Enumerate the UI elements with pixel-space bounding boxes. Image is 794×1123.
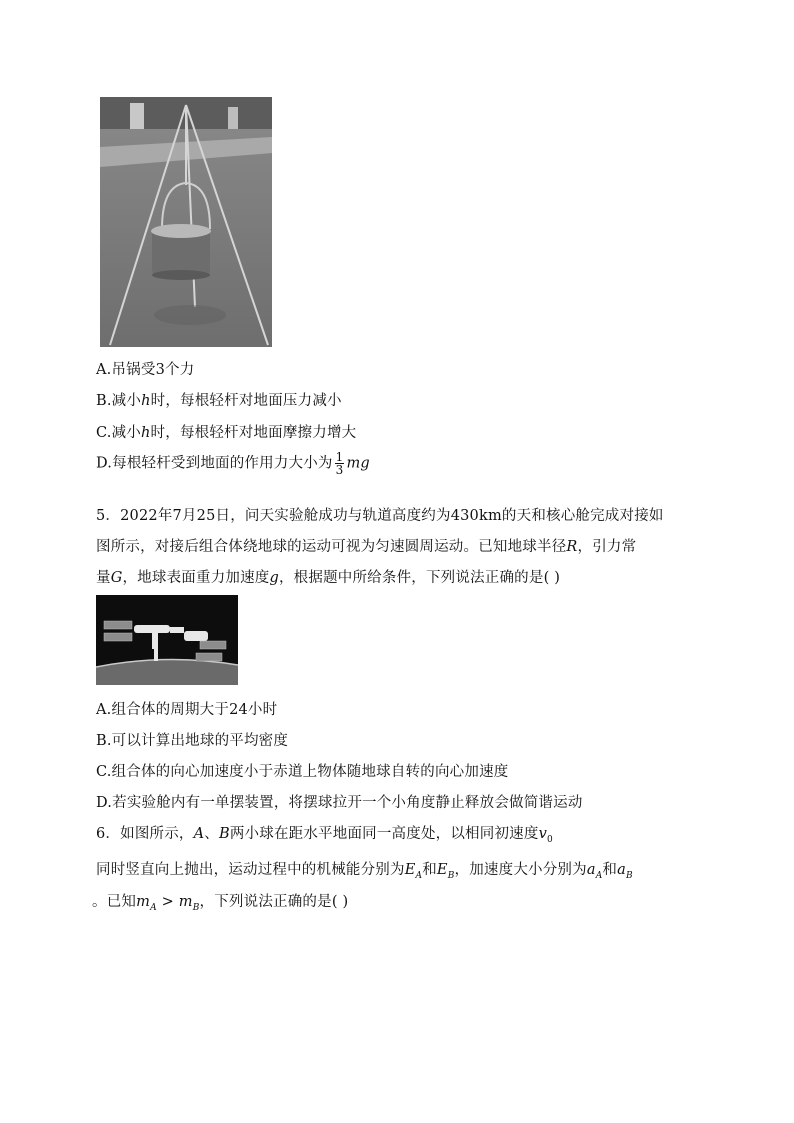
q6-stem-line1: 6．如图所示，A、B两小球在距水平地面同一高度处，以相同初速度$v_0$	[96, 826, 553, 845]
q5-option-a: A.组合体的周期大于24小时	[96, 702, 278, 718]
q5-stem-line1: 5．2022年7月25日，问天实验舱成功与轨道高度约为430km的天和核心舱完成对接如	[96, 508, 664, 524]
q4-option-b: B.减小h时，每根轻杆对地面压力减小	[96, 393, 342, 409]
q6-stem-line2: 同时竖直向上抛出，运动过程中的机械能分别为$E_A$和$E_B$，加速度大小分别为$a_A$和$a_B$	[96, 862, 633, 881]
q5-stem-line3: 量G，地球表面重力加速度g，根据题中所给条件，下列说法正确的是( )	[96, 570, 561, 586]
q5-option-c: C.组合体的向心加速度小于赤道上物体随地球自转的向心加速度	[96, 764, 509, 780]
q6-stem-line3: 。已知$m_A > m_B$，下列说法正确的是( )	[92, 894, 349, 913]
q5-option-b: B.可以计算出地球的平均密度	[96, 733, 289, 749]
q5-option-d: D.若实验舱内有一单摆装置，将摆球拉开一个小角度静止释放会做简谐运动	[96, 795, 583, 811]
q4-option-c: C.减小h时，每根轻杆对地面摩擦力增大	[96, 425, 357, 441]
fraction-one-third: $\frac{1}{3}$	[335, 450, 344, 477]
q4-option-d: D.每根轻杆受到地面的作用力大小为 $\frac{1}{3}$ mg	[96, 450, 370, 477]
q5-stem-line2: 图所示，对接后组合体绕地球的运动可视为匀速圆周运动。已知地球半径R，引力常	[96, 539, 637, 555]
tripod-pot-photo	[100, 97, 272, 347]
q4-option-a: A.吊锅受3个力	[96, 362, 195, 378]
space-station-photo	[96, 595, 238, 685]
